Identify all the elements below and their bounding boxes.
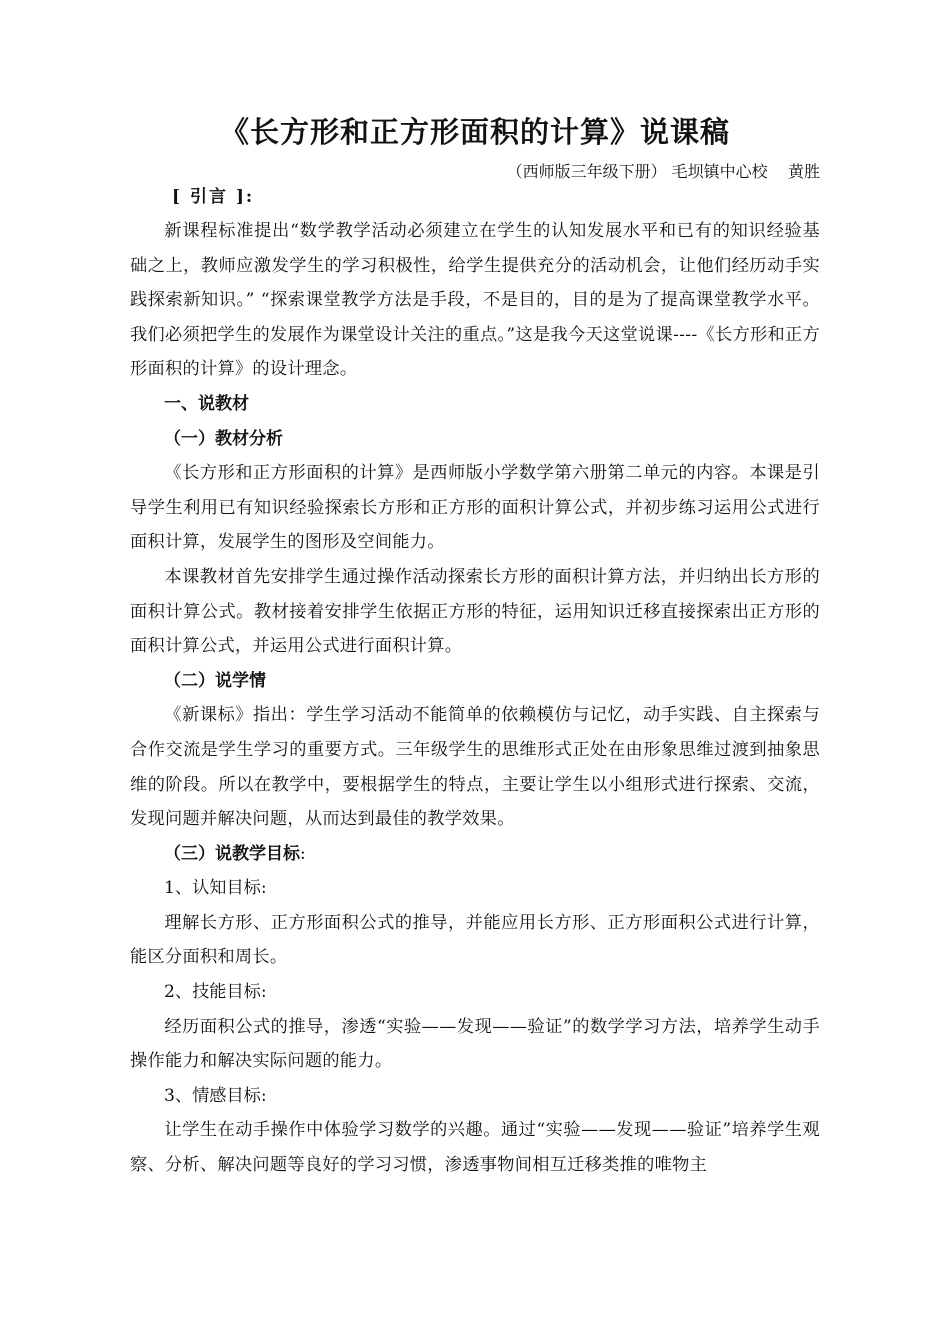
- subsection-heading-teaching-goals: [130, 837, 820, 872]
- intro-label: [ 引言 ]:: [172, 187, 255, 207]
- goal-1-label: 1、认知目标:: [164, 878, 267, 899]
- document-subtitle: （西师版三年级下册） 毛坝镇中心校 黄胜: [506, 162, 820, 181]
- goal-3-text: 让学生在动手操作中体验学习数学的兴趣。通过“实验——发现——验证”培养学生观察、分析、解决问题等良好的学习习惯，渗透事物间相互迁移类推的唯物主: [130, 1120, 820, 1176]
- student-analysis-paragraph: 《新课标》指出：学生学习活动不能简单的依赖模仿与记忆，动手实践、自主探索与合作交流是学生学习的重要方式。三年级学生的思维形式正处在由形象思维过渡到抽象思维的阶段。所以在教学中，要根据学生的特点，主要让学生以小组形式进行探索、交流，发现问题并解决问题，从而达到最佳的教学效果。: [130, 705, 820, 830]
- teaching-goals-heading-colon: :: [300, 843, 306, 864]
- intro-paragraph: 新课程标准提出“数学教学活动必须建立在学生的认知发展水平和已有的知识经验基础之上，教师应激发学生的学习积极性，给学生提供充分的活动机会，让他们经历动手实践探索新知识。” “探索课堂教学方法是手段，不是目的，目的是为了提高课堂教学水平。我们必须把学生的发展作为课堂设计关注的重点。”这是我今天这堂说课----《长方形和正方形面积的计算》的设计理念。: [130, 221, 820, 380]
- document-title: 《长方形和正方形面积的计算》说课稿: [219, 115, 730, 149]
- subsection-heading-student-analysis: （二）说学情: [164, 670, 266, 691]
- goal-1-text: 理解长方形、正方形面积公式的推导，并能应用长方形、正方形面积公式进行计算，能区分面积和周长。: [130, 912, 820, 968]
- teaching-goals-heading-text: （三）说教学目标: [164, 843, 300, 864]
- goal-2-text: 经历面积公式的推导，渗透“实验——发现——验证”的数学学习方法，培养学生动手操作能力和解决实际问题的能力。: [130, 1016, 820, 1072]
- goal-3-label: 3、情感目标:: [164, 1085, 267, 1106]
- goal-2-label: 2、技能目标:: [164, 982, 267, 1003]
- section-heading-teaching-material: 一、说教材: [164, 393, 249, 414]
- document-page: [130, 112, 820, 1183]
- material-analysis-paragraph-1: 《长方形和正方形面积的计算》是西师版小学数学第六册第二单元的内容。本课是引导学生利用已有知识经验探索长方形和正方形的面积计算公式，并初步练习运用公式进行面积计算，发展学生的图形及空间能力。: [130, 463, 820, 553]
- material-analysis-paragraph-2: 本课教材首先安排学生通过操作活动探索长方形的面积计算方法，并归纳出长方形的面积计算公式。教材接着安排学生依据正方形的特征，运用知识迁移直接探索出正方形的面积计算公式，并运用公式进行面积计算。: [130, 566, 820, 657]
- subsection-heading-material-analysis: （一）教材分析: [164, 428, 283, 449]
